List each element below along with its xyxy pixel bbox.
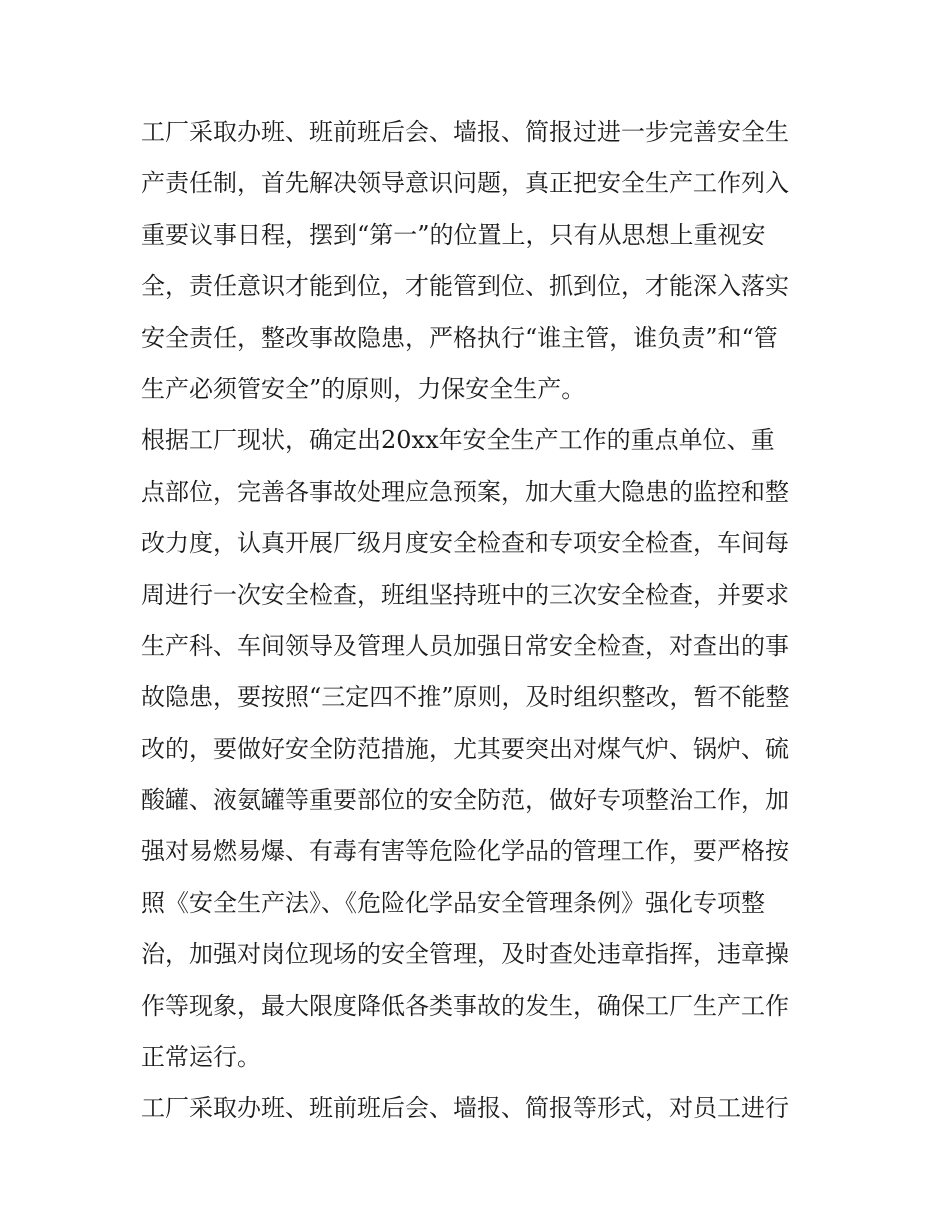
text-line: 工厂采取办班、班前班后会、墙报、简报等形式，对员工进行	[141, 1094, 789, 1123]
paragraph-2	[141, 415, 816, 1083]
text-line: 作等现象，最大限度降低各类事故的发生，确保工厂生产工作	[141, 991, 789, 1020]
paragraph-1	[141, 107, 816, 415]
text-line: 生产必须管安全”的原则，力保安全生产。	[141, 374, 586, 403]
text-line: 重要议事日程，摆到“第一”的位置上，只有从思想上重视安	[141, 220, 766, 249]
text-line: 点部位，完善各事故处理应急预案，加大重大隐患的监控和整	[141, 477, 789, 506]
text-line: 强对易燃易爆、有毒有害等危险化学品的管理工作，要严格按	[141, 837, 789, 866]
paragraph-3	[141, 1083, 816, 1134]
text-line: 照《安全生产法》、《危险化学品安全管理条例》强化专项整	[141, 888, 765, 917]
text-line: 治，加强对岗位现场的安全管理，及时查处违章指挥，违章操	[141, 940, 789, 969]
text-line: 故隐患，要按照“三定四不推”原则，及时组织整改，暂不能整	[141, 683, 790, 712]
text-line: 正常运行。	[141, 1043, 261, 1072]
text-line: 生产科、车间领导及管理人员加强日常安全检查，对查出的事	[141, 631, 789, 660]
text-line: 改的，要做好安全防范措施，尤其要突出对煤气炉、锅炉、硫	[141, 734, 789, 763]
text-line: 酸罐、液氨罐等重要部位的安全防范，做好专项整治工作，加	[141, 786, 789, 815]
text-line: 周进行一次安全检查，班组坚持班中的三次安全检查，并要求	[141, 580, 789, 609]
text-line: 工厂采取办班、班前班后会、墙报、简报过进一步完善安全生	[141, 118, 789, 146]
text-line: 安全责任，整改事故隐患，严格执行“谁主管，谁负责”和“管	[141, 323, 778, 352]
document-body	[141, 107, 816, 1135]
text-line: 产责任制，首先解决领导意识问题，真正把安全生产工作列入	[141, 169, 789, 198]
text-line: 全，责任意识才能到位，才能管到位、抓到位，才能深入落实	[141, 272, 789, 301]
text-line: 改力度，认真开展厂级月度安全检查和专项安全检查，车间每	[141, 529, 789, 558]
text-line: 根据工厂现状，确定出20xx年安全生产工作的重点单位、重	[141, 426, 775, 455]
